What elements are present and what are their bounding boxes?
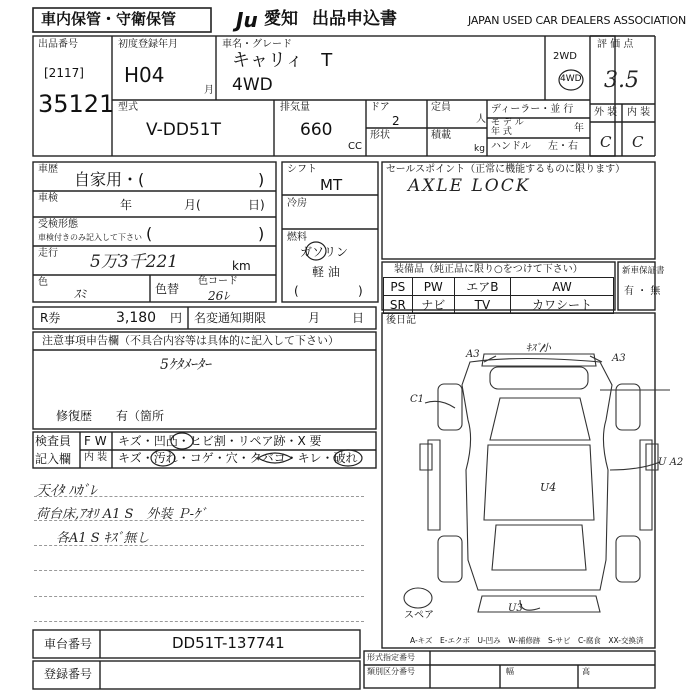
load-label: 積載 — [431, 130, 451, 141]
inspection-label: 車検 — [38, 193, 58, 204]
recycle-unit: 円 — [170, 311, 183, 325]
org-name: 愛知 — [264, 9, 298, 29]
exterior-label: 外 装 — [594, 107, 618, 118]
equip-leather: カワシート — [510, 296, 613, 314]
registration-label: 登録番号 — [44, 667, 93, 681]
receipt-paren-open: ( — [146, 224, 153, 243]
recycle-label: R券 — [40, 311, 61, 325]
drive-4wd: 4WD — [560, 74, 582, 84]
first-reg-value: H04 — [124, 63, 165, 87]
damage-legend: A-キズ E-エクボ U-凹み W-補修跡 S-サビ C-腐食 XX-交換済 — [410, 636, 644, 645]
receipt-label: 受検形態 — [38, 219, 78, 230]
doc-title: 出品申込書 — [312, 9, 397, 29]
fuel-paren-open: ( — [294, 284, 299, 298]
score-label: 評 価 点 — [597, 39, 634, 50]
drive-type: 4WD — [232, 75, 273, 95]
inspector-comment-2: 荷台床,ｱｵﾘ A1 S 外装 Ｐ-ｹﾞ — [36, 507, 207, 522]
shift-label: シフト — [287, 164, 317, 175]
color-code-value: 26ﾚ — [208, 289, 230, 303]
warranty-options: 有 ・ 無 — [624, 286, 661, 297]
score-value: 3.5 — [604, 68, 639, 93]
inspection-year: 年 — [120, 198, 133, 212]
name-change-label: 名変通知期限 — [194, 311, 267, 325]
notes-label: 注意事項申告欄（不具合内容等は具体的に記入して下さい） — [42, 334, 339, 347]
fuel-label: 燃料 — [287, 232, 307, 243]
chassis-value: DD51T-137741 — [172, 634, 285, 652]
first-reg-label: 初度登録年月 — [118, 39, 178, 50]
chassis-label: 車台番号 — [44, 637, 93, 651]
mileage-value: 5万3千221 — [90, 252, 179, 272]
type-label: 型式 — [118, 102, 138, 113]
model-name: キャリィ T — [232, 50, 333, 71]
model-label: 車名・グレード — [222, 39, 292, 50]
interior-grade: C — [632, 133, 644, 151]
mark-a3-right: A3 — [612, 353, 626, 364]
interior-label: 内 装 — [627, 107, 651, 118]
ju-logo-icon: Ju — [236, 8, 258, 32]
interior-check-label: 内 装 — [84, 452, 108, 463]
notes-value: 5ｹﾀﾒｰﾀｰ — [160, 357, 211, 373]
history-close: ) — [258, 170, 265, 189]
type-number-label: 形式指定番号 — [367, 653, 415, 662]
mark-scratch-small: ｷｽﾞ小 — [526, 343, 551, 354]
interior-items: キズ・汚れ・コゲ・穴・タバコ・キレ・破れ — [118, 451, 358, 465]
mileage-unit: km — [232, 259, 251, 273]
after-inspection-label: 後日記 — [386, 315, 416, 326]
shape-label: 形状 — [370, 130, 390, 141]
vehicle-diagram-icon — [404, 344, 670, 612]
equip-sr: SR — [384, 296, 413, 314]
color-label: 色 — [38, 277, 48, 288]
repair-value: 有（箇所 — [116, 409, 165, 423]
equipment-label: 装備品（純正品に限り○をつけて下さい） — [394, 264, 583, 275]
displacement-value: 660 — [300, 120, 333, 140]
doors-label: ドア — [370, 102, 390, 113]
selling-point-label: セールスポイント（正常に機能するものに限ります） — [386, 164, 626, 175]
year-unit: 年 — [574, 123, 584, 134]
class-number-label: 類別区分番号 — [367, 667, 415, 676]
fw-items: キズ・凹凸・ヒビ割・リペア跡・X 要 — [118, 434, 322, 448]
equip-pw: PW — [412, 278, 454, 296]
recycle-value: 3,180 — [116, 310, 157, 326]
mark-a3-left: A3 — [466, 349, 480, 360]
color-value: ｽﾐ — [74, 287, 87, 301]
mark-u3: U3 — [508, 603, 523, 614]
exterior-grade: C — [600, 133, 612, 151]
name-change-day: 日 — [352, 311, 365, 325]
drive-2wd: 2WD — [553, 51, 577, 62]
lot-label: 出品番号 — [38, 39, 78, 50]
inspector-comment-3: 各A1 S ｷｽﾞ無し — [56, 531, 150, 546]
month-unit: 月 — [204, 85, 214, 96]
color-change-label: 色替 — [155, 282, 180, 296]
equipment-table — [383, 277, 614, 314]
equip-ps: PS — [384, 278, 413, 296]
height-label: 高 — [582, 667, 590, 676]
mileage-label: 走行 — [38, 248, 58, 259]
handle-options: 左・右 — [548, 141, 578, 152]
type-value: V-DD51T — [146, 120, 221, 140]
fuel-diesel: 軽 油 — [312, 265, 340, 279]
receipt-paren-close: ) — [258, 224, 265, 243]
color-code-label: 色コード — [198, 276, 238, 287]
equip-tv: TV — [454, 296, 510, 314]
inspector-comment-1: 天ｲﾀ ﾊｶﾞﾚ — [36, 483, 97, 499]
capacity-label: 定員 — [431, 102, 451, 113]
mark-c1: C1 — [410, 394, 425, 405]
inspection-day: 日) — [248, 198, 265, 212]
receipt-note: 車検付きのみ記入して下さい — [38, 233, 142, 242]
spare-label: スペア — [404, 610, 434, 621]
dealer-label: ディーラー・並 行 — [491, 104, 574, 115]
entry-label: 記入欄 — [35, 452, 72, 466]
displacement-label: 排気量 — [280, 102, 310, 113]
fw-label: F W — [84, 434, 107, 448]
width-label: 幅 — [506, 667, 514, 676]
ac-label: 冷房 — [287, 198, 307, 209]
lot-small-number: [2117] — [44, 66, 84, 80]
fuel-gasoline: ガソリン — [300, 245, 349, 259]
selling-point-value: AXLE LOCK — [408, 176, 531, 196]
inspection-month: 月( — [184, 198, 201, 212]
shift-value: MT — [320, 176, 343, 194]
inspector-label: 検査員 — [35, 434, 72, 448]
storage-tag: 車内保管・守衛保管 — [41, 10, 177, 28]
repair-label: 修復歴 — [56, 409, 93, 423]
doors-value: 2 — [392, 114, 400, 128]
mark-u4: U4 — [540, 481, 557, 494]
equip-aw: AW — [510, 278, 613, 296]
name-change-month: 月 — [308, 311, 321, 325]
year-label: 年 式 — [491, 127, 512, 137]
warranty-label: 新車保証書 — [622, 266, 665, 276]
equip-airbag: エアB — [454, 278, 510, 296]
handle-label: ハンドル — [491, 141, 531, 152]
lot-number: 35121 — [38, 90, 115, 118]
load-unit: kg — [474, 144, 485, 154]
capacity-unit: 人 — [476, 114, 486, 125]
equip-navi: ナビ — [412, 296, 454, 314]
model-year-label: モ デ ル — [491, 118, 524, 128]
english-title: JAPAN USED CAR DEALERS ASSOCIATION — [468, 14, 686, 27]
history-value: 自家用・( — [74, 170, 145, 189]
fuel-paren-close: ) — [358, 284, 363, 298]
mark-ua2: U A2 — [658, 457, 684, 468]
cc-unit: CC — [348, 141, 362, 152]
history-label: 車歴 — [38, 164, 58, 175]
